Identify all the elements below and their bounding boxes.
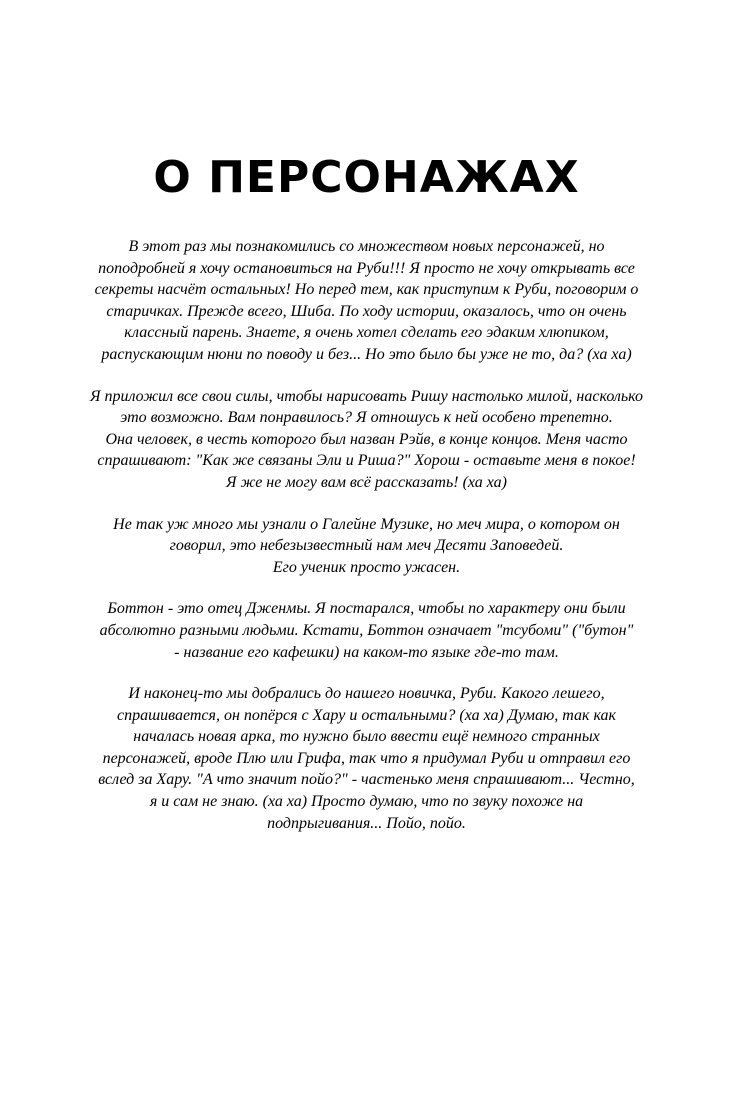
text-line: подпрыгивания... Пойо, пойо. [267, 814, 466, 832]
text-line: - название его кафешки) на каком-то языке где-то там. [174, 643, 559, 661]
text-line: старичках. Прежде всего, Шиба. По ходу истории, оказалось, что он очень [106, 302, 627, 320]
text-line: Я же не могу вам всё рассказать! (ха ха) [226, 473, 507, 491]
text-line: И наконец-то мы добрались до нашего новичка, Руби. Какого лешего, [128, 685, 605, 703]
author-notes [80, 236, 653, 854]
text-line: Я приложил все свои силы, чтобы нарисовать Ришу настолько милой, насколько [89, 387, 644, 405]
text-line: поподробней я хочу остановиться на Руби!!! Я просто не хочу открывать все [98, 259, 635, 277]
paragraph-ruby-newcomer [80, 683, 653, 834]
text-line: персонажей, вроде Плю или Грифа, так что я придумал Руби и отправил его [102, 749, 631, 767]
text-line: Боттон - это отец Дженмы. Я постарался, чтобы по характеру они были [107, 600, 626, 618]
text-line: Она человек, в честь которого был назван Рэйв, в конце концов. Меня часто [105, 430, 628, 448]
text-line: спрашивают: "Как же связаны Эли и Риша?" Хорош - оставьте меня в покое! [97, 452, 636, 470]
text-line: классный парень. Знаете, я очень хотел сделать его эдаким хлюпиком, [124, 324, 609, 342]
text-line: это возможно. Вам понравилось? Я отношусь к ней особено трепетно. [120, 409, 613, 427]
paragraph-galein [80, 514, 653, 579]
paragraph-botton [80, 598, 653, 663]
text-line: абсолютно разными людьми. Кстати, Боттон означает "тсубоми" ("бутон" [99, 621, 634, 639]
text-line: вслед за Хару. "А что значит пойо?" - частенько меня спрашивают... Честно, [98, 771, 635, 789]
text-line: секреты насчёт остальных! Но перед тем, как приступим к Руби, поговорим о [94, 281, 639, 299]
text-line: распускающим нюни по поводу и без... Но это было бы уже не то, да? (ха ха) [101, 345, 632, 363]
text-line: спрашивается, он попёрся с Хару и остальными? (ха ха) Думаю, так как [116, 706, 617, 724]
page-title: О ПЕРСОНАЖАХ [153, 152, 580, 203]
paragraph-risha [80, 386, 653, 494]
text-line: В этот раз мы познакомились со множеством новых персонажей, но [128, 238, 605, 255]
text-line: Не так уж много мы узнали о Галейне Музике, но меч мира, о котором он [113, 515, 620, 533]
text-line: Его ученик просто ужасен. [272, 558, 461, 576]
text-line: я и сам не знаю. (ха ха) Просто думаю, что по звуку похоже на [149, 793, 584, 811]
paragraph-ruby-intro [80, 236, 653, 366]
text-line: говорил, это небезызвестный нам меч Десяти Заповедей. [169, 537, 564, 555]
text-line: началась новая арка, то нужно было ввести ещё немного странных [133, 728, 600, 746]
